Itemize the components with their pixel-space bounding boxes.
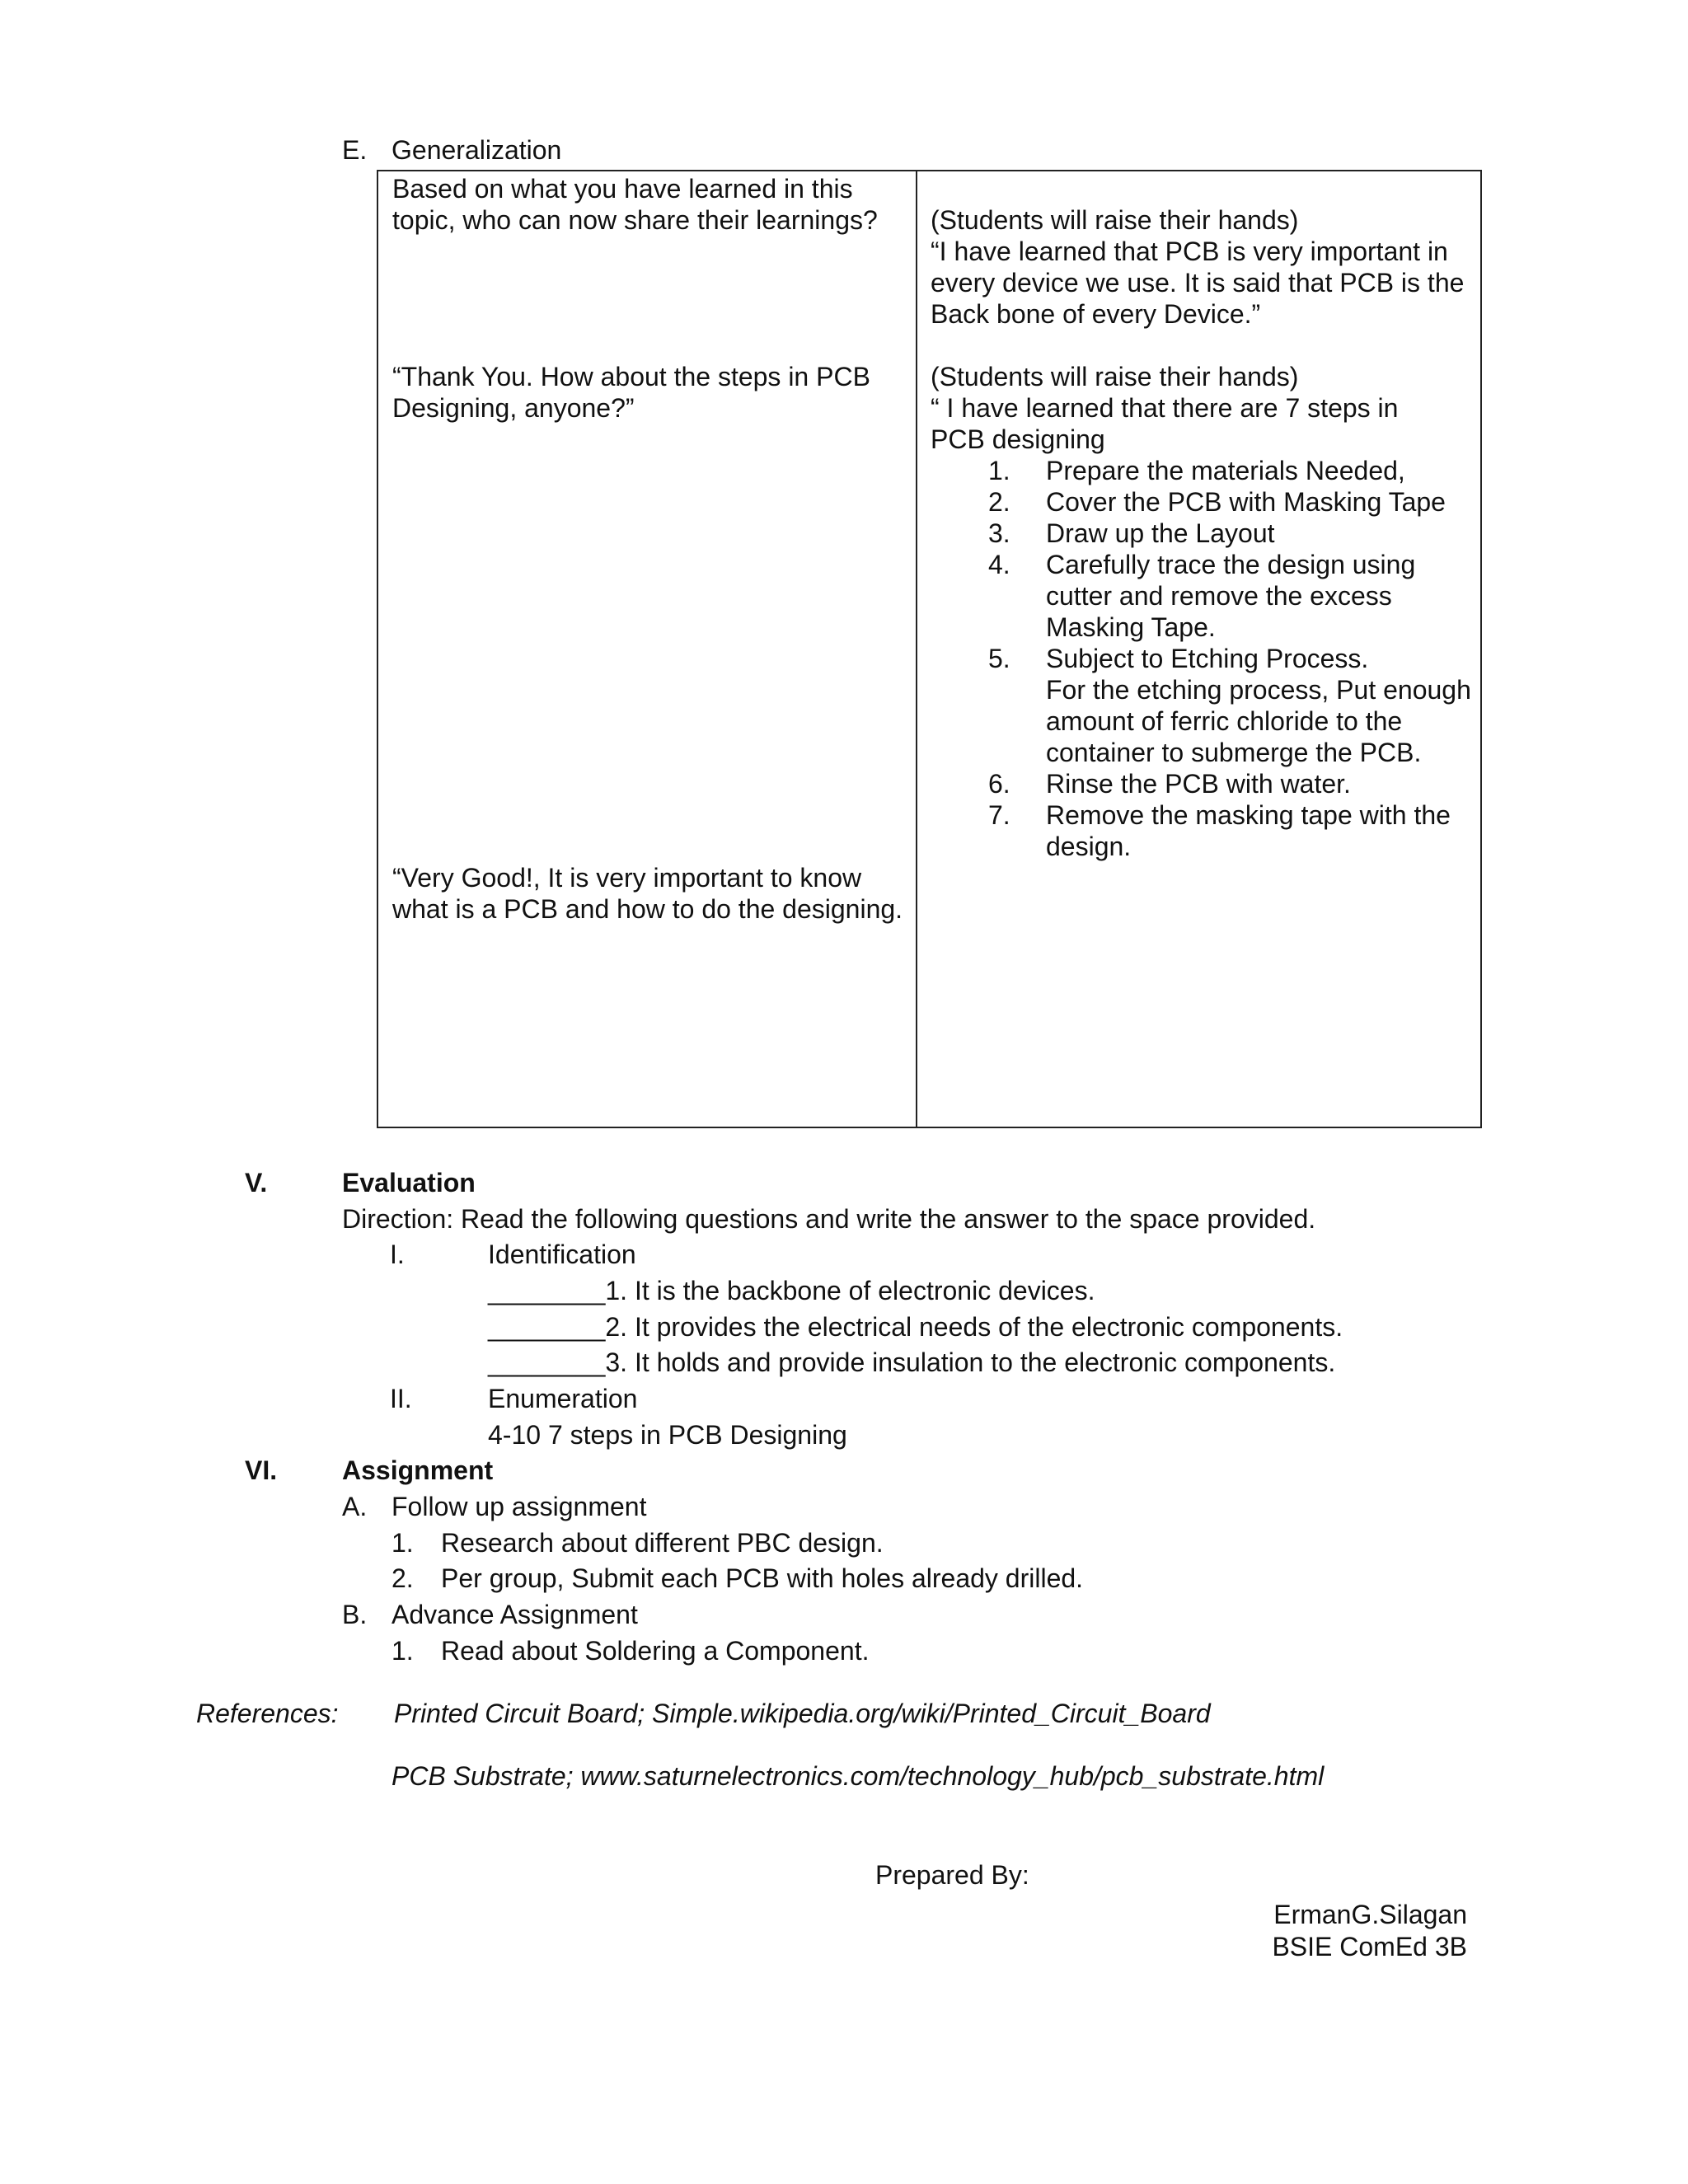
list-item: 6. Rinse the PCB with water. xyxy=(988,769,1351,799)
list-item: 1. Prepare the materials Needed, xyxy=(988,456,1405,485)
assignment-title: Assignment xyxy=(342,1455,494,1485)
teacher-prompt-1: Based on what you have learned in this topic, who can now share their learnings? xyxy=(392,174,878,235)
follow-up-letter: A. xyxy=(342,1492,368,1521)
author-course: BSIE ComEd 3B xyxy=(1272,1932,1467,1961)
references-label: References: xyxy=(196,1699,339,1728)
identification-numeral: I. xyxy=(390,1240,405,1269)
list-item-number: 2. xyxy=(392,1563,414,1593)
list-item: 4. Carefully trace the design using cutter and remove the excess Masking Tape. xyxy=(988,550,1416,642)
teacher-prompt-3: “Very Good!, It is very important to know what is a PCB and how to do the designing. xyxy=(392,863,903,924)
teacher-prompt-2: “Thank You. How about the steps in PCB Designing, anyone?” xyxy=(392,362,870,423)
student-note-2: (Students will raise their hands) xyxy=(931,362,1299,391)
question-item: ________3. It holds and provide insulation to the electronic components. xyxy=(488,1347,1336,1377)
student-response-2: “ I have learned that there are 7 steps in PCB designing xyxy=(931,393,1399,454)
question-item: ________2. It provides the electrical needs of the electronic components. xyxy=(488,1312,1343,1342)
enumeration-numeral: II. xyxy=(390,1384,412,1413)
student-note-1: (Students will raise their hands) xyxy=(931,205,1299,235)
assignment-numeral: VI. xyxy=(245,1455,278,1485)
evaluation-title: Evaluation xyxy=(342,1168,476,1197)
table-divider xyxy=(916,171,917,1127)
follow-up-title: Follow up assignment xyxy=(392,1492,647,1521)
advance-title: Advance Assignment xyxy=(392,1600,638,1629)
list-item: Read about Soldering a Component. xyxy=(441,1636,870,1666)
question-item: ________1. It is the backbone of electronic devices. xyxy=(488,1276,1095,1305)
section-letter: E. xyxy=(342,135,368,165)
section-title: Generalization xyxy=(392,135,562,165)
list-item: 2. Cover the PCB with Masking Tape xyxy=(988,487,1446,517)
list-item: Research about different PBC design. xyxy=(441,1528,884,1558)
identification-title: Identification xyxy=(488,1240,636,1269)
evaluation-numeral: V. xyxy=(245,1168,268,1197)
prepared-by-label: Prepared By: xyxy=(875,1860,1029,1890)
evaluation-direction: Direction: Read the following questions and write the answer to the space provided. xyxy=(342,1204,1316,1234)
enumeration-title: Enumeration xyxy=(488,1384,638,1413)
generalization-table xyxy=(377,170,1482,1128)
reference-item: Printed Circuit Board; Simple.wikipedia.org/wiki/Printed_Circuit_Board xyxy=(394,1699,1211,1728)
list-item: 3. Draw up the Layout xyxy=(988,518,1275,548)
student-response-1: “I have learned that PCB is very important in every device we use. It is said that PCB is the Back bone of every Device.” xyxy=(931,237,1465,329)
advance-letter: B. xyxy=(342,1600,368,1629)
list-item-number: 1. xyxy=(392,1528,414,1558)
list-item: Per group, Submit each PCB with holes already drilled. xyxy=(441,1563,1084,1593)
pcb-steps-list xyxy=(947,455,1475,862)
author-name: ErmanG.Silagan xyxy=(1273,1900,1467,1929)
list-item: 7. Remove the masking tape with the design. xyxy=(988,800,1451,861)
enumeration-item: 4-10 7 steps in PCB Designing xyxy=(488,1420,847,1450)
list-item: 5. Subject to Etching Process. For the etching process, Put enough amount of ferric chloride to the container to submerge the PCB. xyxy=(988,644,1471,767)
reference-item: PCB Substrate; www.saturnelectronics.com/technology_hub/pcb_substrate.html xyxy=(392,1761,1325,1791)
list-item-number: 1. xyxy=(392,1636,414,1666)
